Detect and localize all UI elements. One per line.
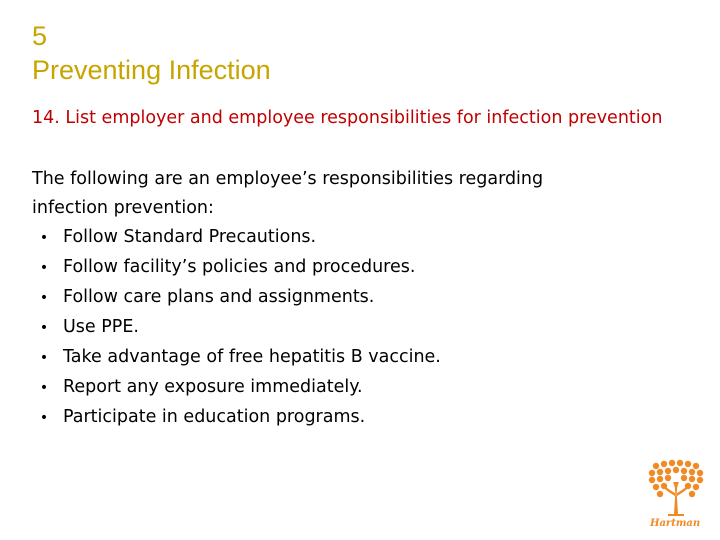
list-item [32, 373, 672, 403]
bullet-icon: • [39, 290, 49, 306]
slide-header [32, 19, 271, 87]
list-item [32, 313, 672, 343]
bullet-icon: • [39, 320, 49, 336]
responsibility-list [32, 223, 672, 433]
chapter-title: Preventing Infection [32, 55, 271, 85]
bullet-icon: • [39, 410, 49, 426]
list-item-text: Report any exposure immediately. [63, 377, 363, 397]
responsibilities-section [32, 165, 672, 433]
list-item-text: Take advantage of free hepatitis B vaccine. [63, 347, 441, 367]
intro-line-2: infection prevention: [32, 198, 214, 218]
bullet-icon: • [39, 260, 49, 276]
bullet-icon: • [39, 380, 49, 396]
list-item-text: Use PPE. [63, 317, 139, 337]
list-item [32, 343, 672, 373]
bullet-icon: • [39, 230, 49, 246]
list-item [32, 223, 672, 253]
logo-wordmark: Hartman [650, 518, 701, 529]
list-item [32, 253, 672, 283]
list-item-text: Participate in education programs. [63, 407, 366, 427]
list-item-text: Follow Standard Precautions. [63, 227, 317, 247]
list-item [32, 403, 672, 433]
list-item-text: Follow facility’s policies and procedures. [63, 257, 416, 277]
hartman-tree-logo-icon [644, 458, 714, 536]
list-item-text: Follow care plans and assignments. [63, 287, 375, 307]
chapter-number: 5 [32, 21, 48, 51]
list-item [32, 283, 672, 313]
learning-objective: 14. List employer and employee responsibilities for infection prevention [32, 108, 663, 128]
intro-line-1: The following are an employee’s responsibilities regarding [32, 169, 544, 189]
bullet-icon: • [39, 350, 49, 366]
